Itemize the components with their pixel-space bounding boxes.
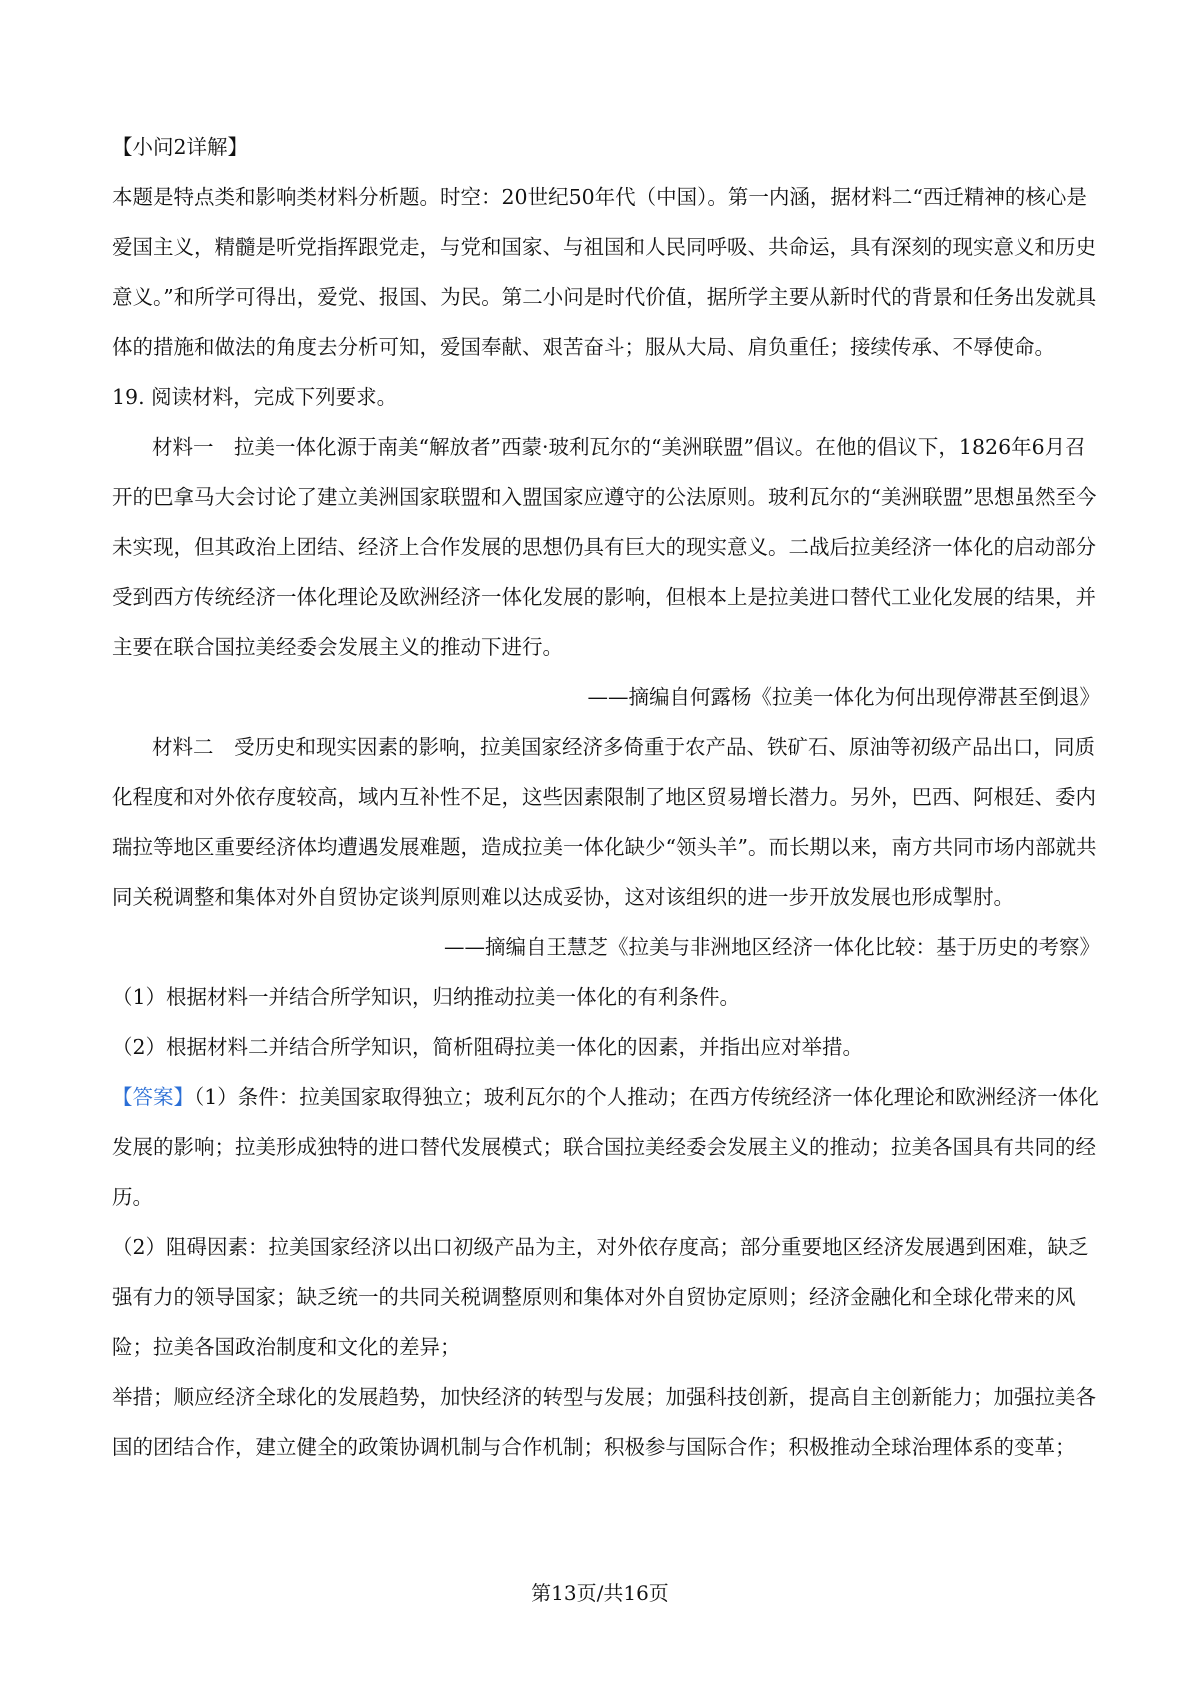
sub-question-2: （2）根据材料二并结合所学知识，简析阻碍拉美一体化的因素，并指出应对举措。 <box>112 1035 864 1059</box>
section-header: 【小问2详解】 <box>112 135 249 159</box>
sub-question-1: （1）根据材料一并结合所学知识，归纳推动拉美一体化的有利条件。 <box>112 985 741 1009</box>
analysis-paragraph: 本题是特点类和影响类材料分析题。时空：20世纪50年代（中国）。第一内涵，据材料二“西迁精神的核心是爱国主义，精髓是听党指挥跟党走，与党和国家、与祖国和人民同呼吸、共命运，具有深刻的现实意义和历史意义。”和所学可得出，爱党、报国、为民。第二小问是时代价值，据所学主要从新时代的背景和任务出发就具体的措施和做法的角度去分析可知，爱国奉献、艰苦奋斗；服从大局、肩负重任；接续传承、不辱使命。 <box>112 185 1097 359</box>
material-one-source: ——摘编自何露杨《拉美一体化为何出现停滞甚至倒退》 <box>587 685 1100 709</box>
question-title: 19. 阅读材料，完成下列要求。 <box>112 385 398 409</box>
page-number: 第13页/共16页 <box>531 1581 669 1605</box>
material-one-text: 材料一 拉美一体化源于南美“解放者”西蒙·玻利瓦尔的“美洲联盟”倡议。在他的倡议下，1826年6月召开的巴拿马大会讨论了建立美洲国家联盟和入盟国家应遵守的公法原则。玻利瓦尔的“美洲联盟”思想虽然至今未实现，但其政治上团结、经济上合作发展的思想仍具有巨大的现实意义。二战后拉美经济一体化的启动部分受到西方传统经济一体化理论及欧洲经济一体化发展的影响，但根本上是拉美进口替代工业化发展的结果，并主要在联合国拉美经委会发展主义的推动下进行。 <box>112 435 1097 659</box>
material-two-text: 材料二 受历史和现实因素的影响，拉美国家经济多倚重于农产品、铁矿石、原油等初级产品出口，同质化程度和对外依存度较高，域内互补性不足，这些因素限制了地区贸易增长潜力。另外，巴西、阿根廷、委内瑞拉等地区重要经济体均遭遇发展难题，造成拉美一体化缺少“领头羊”。而长期以来，南方共同市场内部就共同关税调整和集体对外自贸协定谈判原则难以达成妥协，这对该组织的进一步开放发展也形成掣肘。 <box>112 735 1097 909</box>
page-content <box>112 122 1100 1472</box>
answer-part-2: （2）阻碍因素：拉美国家经济以出口初级产品为主，对外依存度高；部分重要地区经济发展遇到困难，缺乏强有力的领导国家；缺乏统一的共同关税调整原则和集体对外自贸协定原则；经济金融化和全球化带来的风险；拉美各国政治制度和文化的差异； <box>112 1235 1089 1359</box>
answer-part-1 <box>112 1072 1100 1222</box>
material-two-source: ——摘编自王慧芝《拉美与非洲地区经济一体化比较：基于历史的考察》 <box>444 935 1100 959</box>
page-footer <box>0 1578 1200 1608</box>
answer-measures: 举措；顺应经济全球化的发展趋势，加快经济的转型与发展；加强科技创新，提高自主创新能力；加强拉美各国的团结合作，建立健全的政策协调机制与合作机制；积极参与国际合作；积极推动全球治理体系的变革； <box>112 1385 1096 1459</box>
answer-part-1-text: （1）条件：拉美国家取得独立；玻利瓦尔的个人推动；在西方传统经济一体化理论和欧洲经济一体化发展的影响；拉美形成独特的进口替代发展模式；联合国拉美经委会发展主义的推动；拉美各国具有共同的经历。 <box>112 1085 1099 1209</box>
answer-label: 【答案】 <box>112 1085 194 1109</box>
